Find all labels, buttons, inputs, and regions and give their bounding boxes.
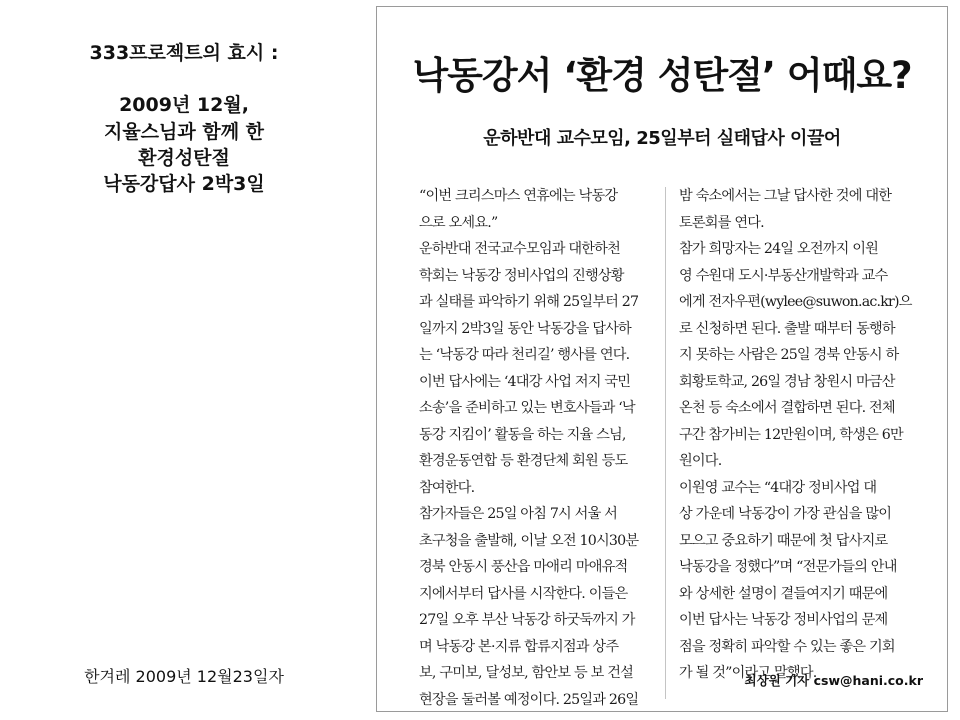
caption-line: 지율스님과 함께 한 bbox=[103, 120, 265, 143]
article-text-line: 낙동강을 정했다”며 “전문가들의 안내 bbox=[679, 559, 897, 575]
article-text-line: 와 상세한 설명이 곁들여지기 때문에 bbox=[679, 585, 888, 602]
article-column-right bbox=[679, 183, 923, 687]
caption-line: 환경성탄절 bbox=[138, 146, 230, 169]
article-text-line: 참여한다. bbox=[419, 479, 475, 496]
article-text-line: 경북 안동시 풍산읍 마애리 마애유적 bbox=[419, 559, 628, 575]
article-text-line: 과 실태를 파악하기 위해 25일부터 27 bbox=[419, 294, 639, 310]
caption-line: 2009년 12월, bbox=[119, 94, 249, 117]
article-headline: 낙동강서 ‘환경 성탄절’ 어때요? bbox=[412, 54, 912, 97]
newspaper-clipping bbox=[376, 6, 948, 712]
column-divider bbox=[665, 187, 666, 699]
caption-line bbox=[24, 66, 344, 92]
article-text-line: 점을 정확히 파악할 수 있는 좋은 기회 bbox=[679, 638, 895, 655]
article-text-line: 회황토학교, 26일 경남 창원시 마금산 bbox=[679, 373, 895, 390]
article-text-line: 이번 답사에는 ‘4대강 사업 저지 국민 bbox=[419, 373, 631, 390]
article-text-line: 27일 오후 부산 낙동강 하굿둑까지 가 bbox=[419, 612, 635, 628]
article-text-line: 동강 지킴이’ 활동을 하는 지율 스님, bbox=[419, 426, 626, 443]
caption-line: 333프로젝트의 효시 : bbox=[89, 42, 279, 64]
article-text-line: 일까지 2박3일 동안 낙동강을 답사하 bbox=[419, 320, 631, 337]
article-text-line: 토론회를 연다. bbox=[679, 214, 764, 231]
article-text-line: 가 될 것”이라고 말했다. bbox=[679, 665, 817, 681]
article-text-line: 환경운동연합 등 환경단체 회원 등도 bbox=[419, 453, 628, 469]
article-text-line: 지에서부터 답사를 시작한다. 이들은 bbox=[419, 585, 628, 602]
article-text-line: 운하반대 전국교수모임과 대한하천 bbox=[419, 241, 620, 257]
article-column-left bbox=[419, 183, 663, 712]
article-text-line: 소송’을 준비하고 있는 변호사들과 ‘낙 bbox=[419, 400, 635, 416]
article-text-line: 학회는 낙동강 정비사업의 진행상황 bbox=[419, 267, 624, 284]
article-text-line: 보, 구미보, 달성보, 함안보 등 보 건설 bbox=[419, 665, 634, 681]
article-text-line: 이원영 교수는 “4대강 정비사업 대 bbox=[679, 479, 877, 496]
article-text-line: 지 못하는 사람은 25일 경북 안동시 하 bbox=[679, 347, 899, 363]
article-text-line: 로 신청하면 된다. 출발 때부터 동행하 bbox=[679, 320, 895, 337]
article-text-line: 온천 등 숙소에서 결합하면 된다. 전체 bbox=[679, 400, 895, 416]
article-text-line: 영 수원대 도시·부동산개발학과 교수 bbox=[679, 267, 888, 284]
article-text-line: 에게 전자우편(wylee@suwon.ac.kr)으 bbox=[679, 294, 912, 310]
article-text-line: 구간 참가비는 12만원이며, 학생은 6만 bbox=[679, 426, 903, 443]
article-text-line: 참가 희망자는 24일 오전까지 이원 bbox=[679, 241, 879, 257]
article-text-line: 이번 답사는 낙동강 정비사업의 문제 bbox=[679, 612, 888, 628]
source-citation: 한겨레 2009년 12월23일자 bbox=[84, 667, 284, 686]
article-text-line: 며 낙동강 본·지류 합류지점과 상주 bbox=[419, 638, 619, 655]
article-text-line: 으로 오세요.” bbox=[419, 214, 498, 231]
caption-block bbox=[24, 40, 344, 197]
article-subheadline: 운하반대 교수모임, 25일부터 실태답사 이끌어 bbox=[483, 128, 841, 149]
article-text-line: “이번 크리스마스 연휴에는 낙동강 bbox=[419, 188, 618, 204]
article-byline: 최상원 기자 csw@hani.co.kr bbox=[744, 673, 923, 688]
article-text-line: 현장을 둘러볼 예정이다. 25일과 26일 bbox=[419, 691, 639, 708]
article-text-line: 는 ‘낙동강 따라 천리길’ 행사를 연다. bbox=[419, 347, 630, 363]
article-text-line: 원이다. bbox=[679, 453, 722, 469]
article-text-line: 상 가운데 낙동강이 가장 관심을 많이 bbox=[679, 506, 892, 522]
article-text-line: 참가자들은 25일 아침 7시 서울 서 bbox=[419, 506, 618, 522]
caption-line: 낙동강답사 2박3일 bbox=[103, 173, 265, 196]
article-text-line: 밤 숙소에서는 그날 답사한 것에 대한 bbox=[679, 188, 892, 204]
article-text-line: 모으고 중요하기 때문에 첫 답사지로 bbox=[679, 532, 888, 549]
article-text-line: 초구청을 출발해, 이날 오전 10시30분 bbox=[419, 532, 639, 549]
